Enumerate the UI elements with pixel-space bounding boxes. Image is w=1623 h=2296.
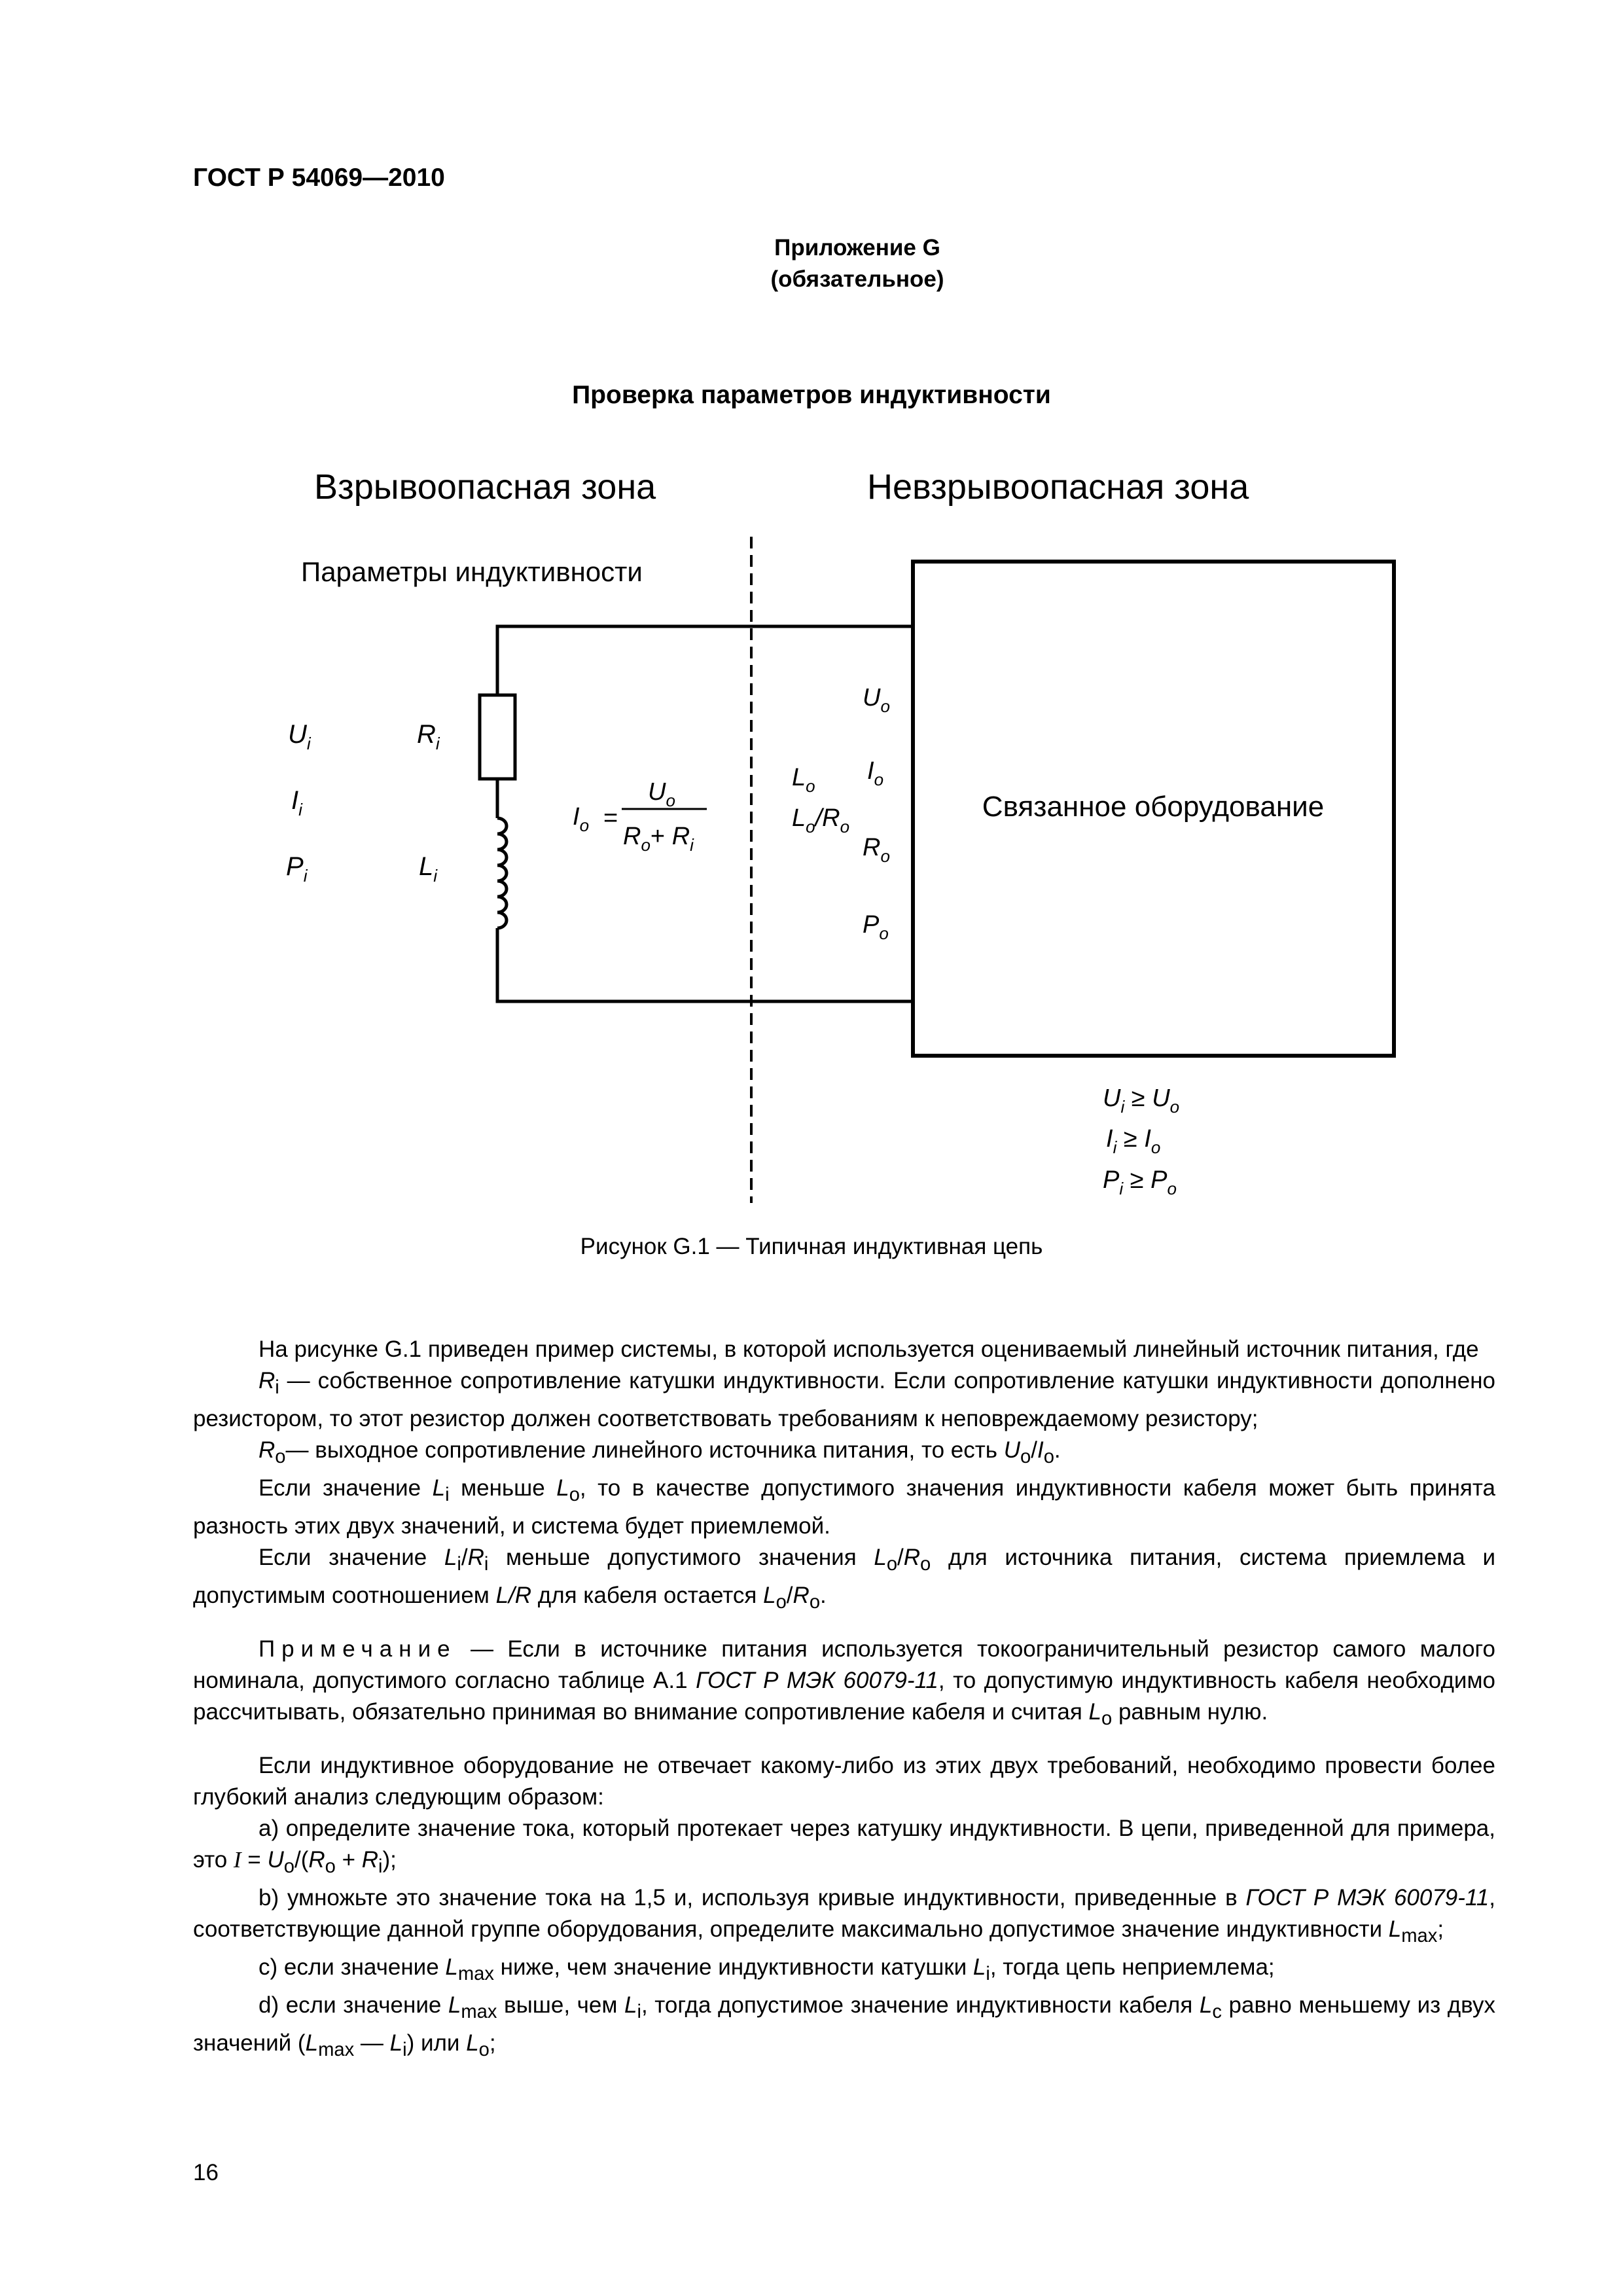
formula-lhs-sub: o <box>579 816 590 835</box>
formula-den-a: R <box>623 823 641 850</box>
formula-den-b: R <box>671 823 690 850</box>
current-formula <box>573 778 707 855</box>
formula-den-b-sub: i <box>690 835 694 855</box>
params-title: Параметры индуктивности <box>301 556 643 587</box>
device-p: P <box>863 911 880 939</box>
left-params <box>286 720 312 886</box>
appendix-label: Приложение G <box>774 235 940 260</box>
section-title: Проверка параметров индуктивности <box>572 381 1051 409</box>
svg-text:Ui ≥ Uo: $U_i \ge U_o$ <box>1103 1085 1180 1117</box>
bottom-wire <box>497 928 913 1001</box>
param-p: P <box>286 852 304 881</box>
device-r: R <box>863 834 881 861</box>
label-l: L <box>419 852 434 881</box>
cable-l: L <box>792 764 806 791</box>
note: Примечание — Если в источнике питания используется токоограничительный резистор самого малого номинала, допустимого согласно таблице А.1 ГОСТ Р МЭК 60079-11, то допустимую индуктивность кабеля необходимо рассчитывать, обязательно принимая во внимание сопротивление кабеля и считая $L_o$ равным нулю. <box>193 1636 1495 1729</box>
formula-num-sub: o <box>666 791 675 810</box>
svg-text:Pi ≥ Po: $P_i \ge P_o$ <box>1103 1166 1177 1198</box>
param-i: I <box>291 786 299 815</box>
svg-text:Lo: $L_o$ <box>792 764 815 796</box>
list-item-a: а) определите значение тока, который протекает через катушку индуктивности. В цепи, приведенной для примера, это $I = U_o/(R_o + R_i)$; <box>193 1816 1495 1877</box>
label-r-sub: i <box>435 734 440 753</box>
acceptance-conditions <box>1103 1085 1179 1198</box>
device-i: I <box>867 757 874 785</box>
device-params <box>863 684 890 943</box>
list-item-d: d) если значение $L_{max}$ выше, чем $L_i$, тогда допустимое значение индуктивности кабеля $L_c$ равно меньшему из двух значений ($L_{max}$ — $L_i$) или $L_o$; <box>193 1992 1495 2060</box>
svg-text:Ri <box>417 720 440 753</box>
list-item-b: b) умножьте это значение тока на 1,5 и, используя кривые индуктивности, приведенные в ГОСТ Р МЭК 60079-11, соответствующие данной группе оборудования, определите максимально допустимое значение индуктивности $L_{max}$; <box>193 1885 1495 1946</box>
document-header: ГОСТ Р 54069—2010 <box>193 164 445 192</box>
svg-text:Uo: $U_o$ <box>863 684 890 716</box>
figure-caption: Рисунок G.1 — Типичная индуктивная цепь <box>580 1234 1043 1259</box>
svg-text:Ii <box>291 786 303 819</box>
formula-num: U <box>648 778 666 806</box>
svg-text:Io <box>573 803 589 835</box>
top-wire <box>497 626 913 695</box>
param-i-sub: i <box>298 800 302 819</box>
formula-den-a-sub: o <box>641 835 651 855</box>
formula-eq: = <box>603 804 618 832</box>
label-r: R <box>417 720 436 749</box>
definition-ro: $R_o—$ выходное сопротивление линейного источника питания, то есть $U_o/I_o$. <box>259 1437 1061 1467</box>
svg-text:Io: $I_o$ <box>867 757 884 789</box>
resistor-ri <box>480 695 515 779</box>
label-l-sub: i <box>433 866 438 886</box>
paragraph: Если индуктивное оборудование не отвечает какому-либо из этих двух требований, необходимо провести более глубокий анализ следующим образом: <box>193 1753 1495 1810</box>
cable-params <box>792 764 849 836</box>
svg-text:Ii ≥ Io: $I_i \ge I_o$ <box>1106 1125 1161 1157</box>
hazardous-zone-title: Взрывоопасная зона <box>314 467 656 507</box>
svg-text:Uo <box>648 778 675 810</box>
param-u: U <box>288 720 307 749</box>
svg-text:Li <box>419 852 438 886</box>
svg-text:Ro+ Ri: $R_o+ R_i$ <box>623 823 694 855</box>
param-p-sub: i <box>303 866 308 886</box>
appendix-status: (обязательное) <box>770 266 944 292</box>
paragraph: Если значение $L_i/R_i$ меньше допустимого значения $L_o/R_o$ для источника питания, система приемлема и допустимым соотношением L/R для кабеля остается $L_o/R_o$. <box>193 1545 1495 1613</box>
paragraph: Если значение $L_i$ меньше $L_o$, то в качестве допустимого значения индуктивности кабеля может быть принята разность этих двух значений, и система будет приемлемой. <box>193 1475 1495 1539</box>
svg-text:Ui <box>288 720 312 753</box>
paragraph: На рисунке G.1 приведен пример системы, в которой используется оцениваемый линейный источник питания, где <box>259 1336 1479 1362</box>
inductor-li <box>497 818 507 928</box>
definition-ri: $R_i$ — собственное сопротивление катушки индуктивности. Если сопротивление катушки индуктивности дополнено резистором, то этот резистор должен соответствовать требованиям к неповреждаемому резистору; <box>193 1368 1495 1431</box>
svg-text:Ro: $R_o$ <box>863 834 890 866</box>
device-u: U <box>863 684 881 711</box>
cable-l-ratio: L <box>792 804 806 832</box>
param-u-sub: i <box>306 734 311 753</box>
svg-text:Po: $P_o$ <box>863 911 889 943</box>
svg-text:Lo/Ro: $L_o/R_o$ <box>792 804 850 836</box>
list-item-c: c) если значение $L_{max}$ ниже, чем значение индуктивности катушки $L_i$, тогда цепь неприемлема; <box>259 1954 1275 1984</box>
associated-apparatus-label: Связанное оборудование <box>982 791 1325 823</box>
svg-text:Pi <box>286 852 308 886</box>
page-number: 16 <box>193 2160 219 2185</box>
component-labels <box>417 720 440 886</box>
body-text <box>193 1334 1495 2066</box>
safe-zone-title: Невзрывоопасная зона <box>867 467 1249 507</box>
formula-lhs: I <box>573 803 580 831</box>
